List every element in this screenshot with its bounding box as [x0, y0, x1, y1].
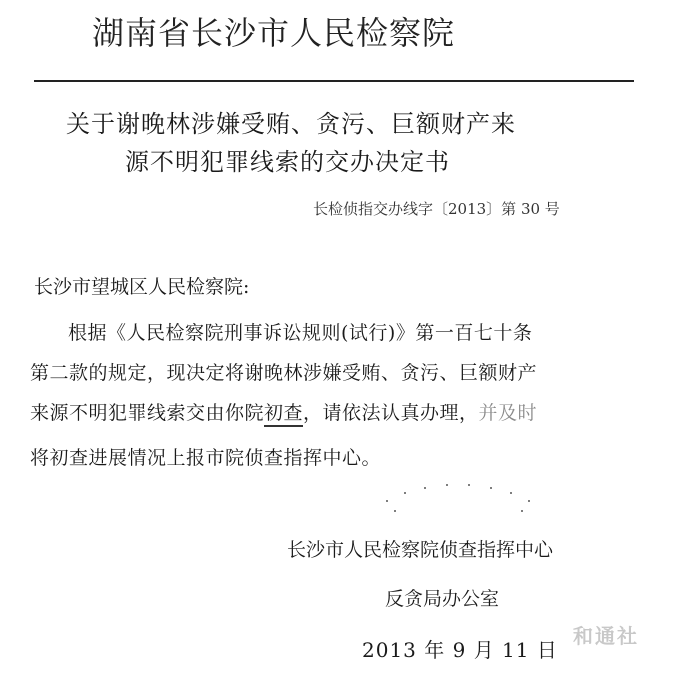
body-line-2: 第二款的规定，现决定将谢晚林涉嫌受贿、贪污、巨额财产	[30, 362, 538, 384]
body-line-3-middle: ，请依法认真办理，	[303, 402, 479, 424]
signing-office: 反贪局办公室	[385, 588, 500, 610]
body-line-3	[30, 398, 537, 427]
document-date: 2013 年 9 月 11 日	[362, 638, 558, 662]
signing-organization: 长沙市人民检察院侦查指挥中心	[287, 539, 554, 561]
addressee: 长沙市望城区人民检察院:	[34, 276, 250, 298]
header-divider	[34, 80, 634, 82]
seal-impression	[376, 480, 546, 520]
body-line-4: 将初查进展情况上报市院侦查指挥中心。	[30, 447, 382, 469]
handwritten-underline-text: 初查	[264, 398, 303, 427]
watermark-logo: 和通社	[573, 624, 639, 648]
body-line-1: 根据《人民检察院刑事诉讼规则(试行)》第一百七十条	[68, 322, 533, 344]
body-line-3-start: 来源不明犯罪线索交由你院	[30, 402, 265, 424]
header-title: 湖南省长沙市人民检察院	[92, 14, 456, 52]
document-number: 长检侦指交办线字〔2013〕第 30 号	[313, 200, 560, 218]
subject-line-2: 源不明犯罪线索的交办决定书	[125, 148, 450, 176]
body-line-3-end: 并及时	[478, 402, 538, 424]
subject-line-1: 关于谢晚林涉嫌受贿、贪污、巨额财产来	[66, 110, 516, 138]
